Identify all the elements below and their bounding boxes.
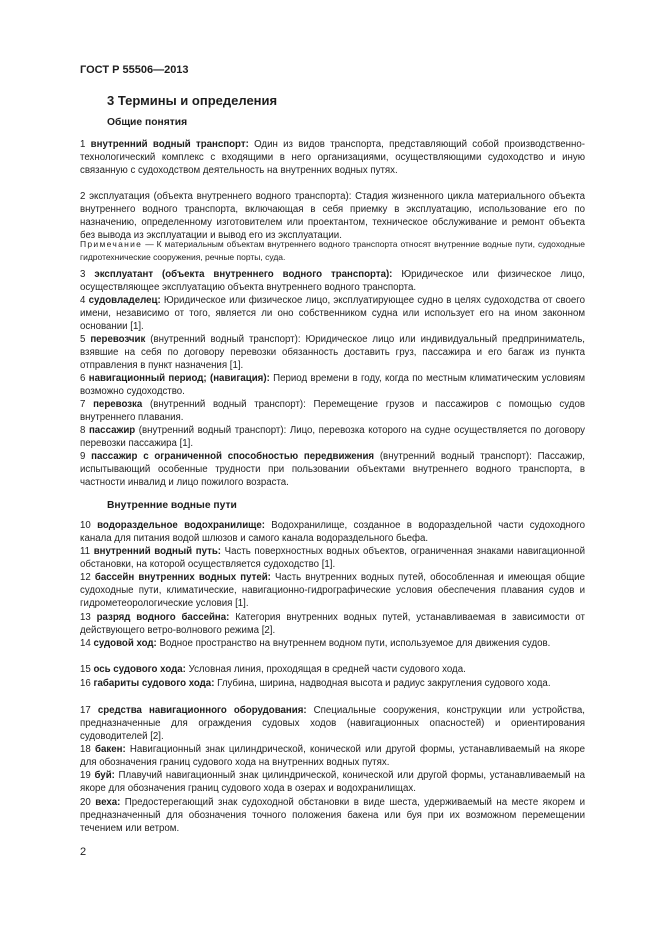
entry-definition: Период времени в году, когда по местным климатическим условиям возможно судоходство. xyxy=(80,373,585,398)
entry-qualifier: эксплуатация (объекта внутреннего водного транспорта): xyxy=(89,191,352,202)
entry-9 xyxy=(80,450,585,489)
entry-17 xyxy=(80,704,585,743)
entry-number: 10 xyxy=(80,520,91,531)
entry-number: 17 xyxy=(80,705,91,716)
subsection-waterways: Внутренние водные пути xyxy=(107,500,237,511)
entry-term: судовладелец: xyxy=(88,295,161,306)
entry-number: 6 xyxy=(80,373,86,384)
entry-7 xyxy=(80,398,585,424)
entry-number: 11 xyxy=(80,546,91,557)
entry-10 xyxy=(80,519,585,545)
page-number: 2 xyxy=(80,846,87,858)
entry-number: 14 xyxy=(80,638,91,649)
entry-term: внутренний водный транспорт: xyxy=(90,139,249,150)
entry-number: 5 xyxy=(80,334,86,345)
note-label: Примечание xyxy=(80,239,143,249)
entry-4 xyxy=(80,294,585,333)
entry-20 xyxy=(80,796,585,835)
entry-definition: Водохранилище, созданное в водораздельной части судоходного канала для питания водой шлюзов и самого канала водораздельного бьефа. xyxy=(80,520,585,545)
entry-13 xyxy=(80,611,585,637)
entry-definition: Навигационный знак цилиндрической, конической или другой формы, устанавливаемый на якоре для обозначения границ судового хода на внутренних водных путях. xyxy=(80,744,585,769)
entry-term: разряд водного бассейна: xyxy=(96,612,230,623)
entry-3 xyxy=(80,268,585,294)
entry-number: 15 xyxy=(80,664,91,675)
entry-8 xyxy=(80,424,585,450)
entry-6 xyxy=(80,372,585,398)
entry-19 xyxy=(80,769,585,795)
entry-definition: Плавучий навигационный знак цилиндрической, конической или другой формы, устанавливаемый на якоре для обозначения границ судового хода в озерах и водохранилищах. xyxy=(80,770,585,795)
subsection-general: Общие понятия xyxy=(107,117,188,128)
entry-15 xyxy=(80,663,585,676)
entry-number: 7 xyxy=(80,399,86,410)
note xyxy=(80,238,585,263)
entry-definition: Часть внутренних водных путей, обособленная и имеющая общие судоходные пути, климатические, навигационно-гидрографические условия обеспечения плавания судов и гидрометеорологические условия [1]. xyxy=(80,572,585,610)
entry-number: 16 xyxy=(80,678,91,689)
entry-definition: Юридическое или физическое лицо, эксплуатирующее судно в целях судоходства от своего имени, независимо от того, является ли оно собственником судна или использует его на ином законном основании [1]. xyxy=(80,295,585,333)
standard-header: ГОСТ Р 55506—2013 xyxy=(80,64,189,76)
entry-qualifier: (внутренний водный транспорт): xyxy=(142,399,306,410)
section-title: 3 Термины и определения xyxy=(107,93,278,108)
entry-term: бассейн внутренних водных путей: xyxy=(94,572,271,583)
entry-number: 2 xyxy=(80,191,86,202)
entry-definition: Один из видов транспорта, представляющий собой производственно-технологический комплекс с входящими в него организациями, осуществляющими судоходство и иную связанную с судоходством деятельность на внутренних водных путях. xyxy=(80,139,585,177)
entry-definition: Юридическое лицо или индивидуальный предприниматель, взявшие на себя по договору перевозки обязанность доставить груз, пассажира и его багаж из пункта отправления в пункт назначения [1]. xyxy=(80,334,585,372)
entry-definition: Лицо, перевозка которого на судне осуществляется по договору перевозки пассажира [1]. xyxy=(80,425,585,450)
entry-definition: Специальные сооружения, конструкции или устройства, предназначенные для ограждения судовых ходов (навигационных опасностей) и ориентирования судоводителей [2]. xyxy=(80,705,585,743)
entry-qualifier: (внутренний водный транспорт): xyxy=(135,425,287,436)
entry-definition: Глубина, ширина, надводная высота и радиус закругления судового хода. xyxy=(214,678,551,689)
entry-term: перевозчик xyxy=(90,334,146,345)
entry-number: 8 xyxy=(80,425,86,436)
entry-term: водораздельное водохранилище: xyxy=(97,520,265,531)
entry-term: судовой ход: xyxy=(93,638,157,649)
entry-number: 12 xyxy=(80,572,91,583)
entry-definition: Юридическое или физическое лицо, осуществляющее эксплуатацию объекта внутреннего водного транспорта. xyxy=(80,269,585,294)
entry-number: 1 xyxy=(80,139,86,150)
entry-term: навигационный период; (навигация): xyxy=(88,373,270,384)
entry-definition: Часть поверхностных водных объектов, ограниченная знаками навигационной обстановки, на которой осуществляется судоходство [1]. xyxy=(80,546,585,571)
entry-5 xyxy=(80,333,585,372)
entry-number: 4 xyxy=(80,295,86,306)
entry-definition: Стадия жизненного цикла материального объекта внутреннего водного транспорта, включающая в себя приемку в эксплуатацию, использование его по назначению, определенному изготовителем или проектантом, техническое обслуживание и ремонт объекта без вывода из эксплуатации и вывод его из эксплуатации. xyxy=(80,191,585,242)
entry-14 xyxy=(80,637,585,650)
entry-term: внутренний водный путь: xyxy=(93,546,222,557)
entry-1 xyxy=(80,138,585,177)
entry-number: 3 xyxy=(80,269,86,280)
entry-term: пассажир xyxy=(88,425,136,436)
entry-term: габариты судового хода: xyxy=(93,678,215,689)
entry-number: 13 xyxy=(80,612,91,623)
entry-11 xyxy=(80,545,585,571)
entry-definition: Пассажир, испытывающий особенные трудности при пользовании объектами внутреннего водного транспорта, в частности инвалид и лицо пожилого возраста. xyxy=(80,451,585,489)
entry-number: 19 xyxy=(80,770,91,781)
entry-term: перевозка xyxy=(93,399,143,410)
entry-definition: Категория внутренних водных путей, устанавливаемая в зависимости от действующего ветро-волнового режима [2]. xyxy=(80,612,585,637)
entry-12 xyxy=(80,571,585,610)
entry-18 xyxy=(80,743,585,769)
entry-definition: Условная линия, проходящая в средней части судового хода. xyxy=(185,664,466,675)
entry-term: ось судового хода: xyxy=(93,664,186,675)
entry-term: пассажир с ограниченной способностью передвижения xyxy=(91,451,375,462)
entry-qualifier: (внутренний водный транспорт): xyxy=(145,334,301,345)
entry-term: средства навигационного оборудования: xyxy=(97,705,307,716)
note-text: — К материальным объектам внутреннего водного транспорта относят внутренние водные пути, судоходные гидротехнические сооружения, речные порты, суда. xyxy=(80,239,585,262)
entry-16 xyxy=(80,677,585,690)
entry-term: буй: xyxy=(94,770,115,781)
entry-number: 18 xyxy=(80,744,91,755)
entry-definition: Предостерегающий знак судоходной обстановки в виде шеста, удерживаемый на месте якорем и предназначенный для обозначения точного положения бакена или буя при их возможном перемещении течением или ветром. xyxy=(80,797,585,835)
entry-definition: Водное пространство на внутреннем водном пути, используемое для движения судов. xyxy=(156,638,551,649)
entry-term: бакен: xyxy=(95,744,126,755)
entry-2 xyxy=(80,190,585,242)
entry-number: 20 xyxy=(80,797,91,808)
entry-definition: Перемещение грузов и пассажиров с помощью судов внутреннего плавания. xyxy=(80,399,585,424)
entry-number: 9 xyxy=(80,451,86,462)
entry-qualifier: (внутренний водный транспорт): xyxy=(374,451,532,462)
entry-term: веха: xyxy=(95,797,121,808)
entry-term: эксплуатант (объекта внутреннего водного транспорта): xyxy=(94,269,393,280)
